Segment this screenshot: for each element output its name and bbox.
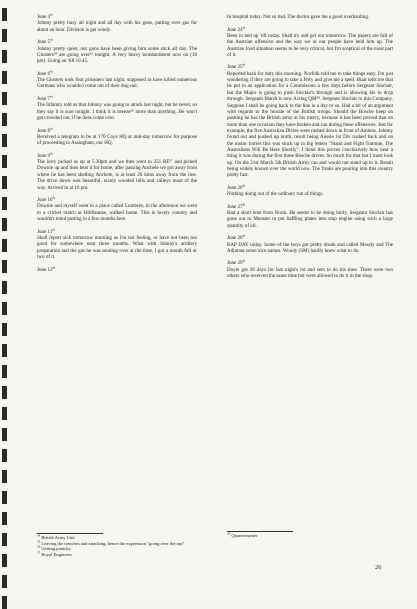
entry-text: Shall report sick tomorrow morning as I'm not feeling, or have not been too good for somewhere near three months. What with Johnny's artillery preparation and the gas he was sending over at the time, I got a month full or two of it. <box>37 234 197 260</box>
entry-date-suffix: th <box>242 258 246 263</box>
binding-hole <box>2 197 7 210</box>
binding-hole <box>2 386 7 399</box>
diary-entry <box>227 24 393 59</box>
footnote-number: 37 <box>37 550 41 555</box>
binding-hole <box>2 281 7 294</box>
entry-date-text: June 25 <box>227 64 243 71</box>
diary-entry <box>37 153 197 191</box>
footnote-number: 34 <box>37 533 41 538</box>
right-column <box>227 14 393 286</box>
entry-text: The Glosters took four prisoners last night, supposed to have killed numerous Germans who wouldn't come out of their dug-out. <box>37 77 197 90</box>
entry-date-suffix: th <box>242 62 246 67</box>
binding-hole <box>2 92 7 105</box>
diary-entry <box>37 264 197 273</box>
binding-hole <box>2 344 7 357</box>
entry-date-text: June 6 <box>37 70 51 77</box>
entry-date-text: June 7 <box>37 96 51 102</box>
entry-text: Had a short note from Norm. He seems to be doing fairly. Sergeant Sinclair has gone out to Munster to put baffling plates into stop engine using such a large quantity of oil. <box>227 210 393 229</box>
binding-hole <box>2 50 7 63</box>
entry-date-text: June 26 <box>227 184 243 191</box>
entry-date-text: June 10 <box>37 197 53 204</box>
binding-hole <box>2 554 7 567</box>
binding-hole <box>2 533 7 546</box>
entry-date-suffix: th <box>50 12 53 17</box>
binding-hole <box>2 155 7 168</box>
entry-date <box>37 264 197 273</box>
binding-hole <box>2 302 7 315</box>
footnote-text: Leaving the trenches and attacking, hence the expression "going over the top" <box>41 540 185 546</box>
entry-date-suffix: th <box>242 202 246 207</box>
entry-date-suffix: th <box>50 69 53 74</box>
left-column <box>37 14 197 279</box>
entry-date-text: June 28 <box>227 235 243 242</box>
entry-date-suffix: th <box>50 125 53 130</box>
binding-hole <box>2 71 7 84</box>
footnote-number: 35 <box>37 539 41 544</box>
binding-hole <box>2 176 7 189</box>
entry-text: In hospital today. Not so bad. The doctor gave me a good overhauling. <box>227 14 370 20</box>
entry-text: Johnny pretty quiet, our guns have been giving him some stick all day. The Glosters³⁴ are going over³⁵ tonight. A very heavy bombardment now on (10 pm). Going on 'till 10.45. <box>37 45 197 65</box>
entry-text: Johnny pretty busy all night and all day with his guns, putting over gas for about an hour. Division is get windy. <box>37 20 197 33</box>
entry-text: Received a telegram to be at 170 Coys HQ at mid-day tomorrow for purpose of proceeding to Assingham, our HQ. <box>37 133 197 147</box>
footnote-text: British Army Unit <box>41 535 75 540</box>
entry-date-text: June 8 <box>37 127 51 134</box>
diary-entry <box>37 197 197 222</box>
footnote <box>227 533 392 539</box>
binding-hole <box>2 575 7 588</box>
binding-hole <box>2 113 7 126</box>
diary-entry <box>227 204 393 229</box>
entry-date-text: June 27 <box>227 203 243 210</box>
binding-hole <box>2 449 7 462</box>
binding-hole <box>2 239 7 252</box>
binding-hole <box>2 134 7 147</box>
entry-text: Downie and myself went to a place called Lumbres, in the afternoon we went to a cricket match at Hillfleanse, walked home. This is lovely country and wouldn't mind putting in a few months here. <box>37 203 197 223</box>
diary-entry <box>37 226 197 261</box>
diary-entry <box>37 125 197 147</box>
footnote-text: Getting panicky <box>41 546 71 552</box>
diary-entry <box>37 39 197 64</box>
diary-entry <box>37 96 197 121</box>
binding-hole <box>2 491 7 504</box>
footnote-text: Quartermaster <box>231 533 258 538</box>
entry-date-suffix: th <box>242 233 246 238</box>
entry-date-text: June 29 <box>227 260 243 267</box>
diary-entry <box>227 185 393 198</box>
entry-date-text: June 4 <box>37 14 51 20</box>
entry-date-suffix: th <box>50 94 53 99</box>
diary-entry <box>227 235 393 254</box>
footnote-text: Royal Engineers <box>41 551 72 557</box>
entry-text: The lorry picked us up at 5.30pm and we then went to 251 RE³⁷ and picked Downie up and then beat it for home, after passing Anchele we got away from where he has been shelling Anchele, is at least 20 klms away from the line. The drive down was beautiful, nicely wooded hills and valleys most of the way. Arrived in at 10 pm. <box>37 159 197 191</box>
diary-entry <box>227 14 393 20</box>
entry-text: Doyle got 28 days for last night's lot and sent to do his time. There were two others who received the same time but were allowed to do it in the shop. <box>227 266 393 280</box>
footnote <box>37 552 202 558</box>
entry-date-text: June 24 <box>227 26 243 33</box>
binding-hole <box>2 323 7 336</box>
entry-date-text: June 9 <box>37 152 51 159</box>
footnote-rule-left <box>37 533 103 534</box>
entry-text: Reported back for duty this morning. Norfolk told me to take things easy. I'm just wondering if they are going to take a Jerry and give me a spell. Blair tells me that he put in an application for a Commission a few days before Sergeant Sinclair, but the Major is going to push Sinclair's through and is allowing his to drop through. Sergeant Marsh is now Acting QM³⁸. Sergeant Sinclair to this Company. Suppose I shall be going back to the line in a day or so. Had a bit of an argument with regards to the morale of the British troops. Should the Bosche keep on pushing he has the British army at his mercy, because it has been proved that on more than one occasion they have broken and run during these offensives. Just for example, the five Australian Divies were rushed down in front of Amiens. Johnny found out and pushed up north, result being Aussie 1st Div rushed back and on the motor lorries this was stuck up in big letters "Stand and Fight Tommie, The Australians Will Be Here Shortly". I think this proves conclusively how near a thing it was during the first three Bosche drives. So much for that but I must look up. On the 21st March 5th British Army ran and would not stand up to it. Result being widely known over the world now. The Yanks are pouring into this country pretty fast. <box>227 70 393 179</box>
page-number: 26 <box>375 564 382 571</box>
entry-date-suffix: th <box>52 195 56 200</box>
binding-hole <box>2 365 7 378</box>
entry-text: RAP DAY today. Some of the boys got pretty drunk and called Moody and The Adjutant some nice names. Woody (SM) hardly knew what to do. <box>227 241 393 254</box>
entry-date-suffix: th <box>50 151 53 156</box>
binding-hole <box>2 407 7 420</box>
footnote-number: 36 <box>37 544 41 549</box>
entry-date-suffix: th <box>52 226 56 231</box>
binding-hole <box>2 428 7 441</box>
binding-hole <box>2 8 7 21</box>
binding-hole <box>2 260 7 273</box>
binding-hole <box>2 218 7 231</box>
diary-entry <box>227 64 393 178</box>
entry-text: Been in bed up 'till today. Shall try and get out tomorrow. The papers are full of the Austrian offensive and the way we or our people have held him up. The Austrian food situation seems to be very critical, but I'm sceptical of the most part of it. <box>227 32 393 58</box>
entry-date-text: June 5 <box>37 39 51 46</box>
entry-date-suffix: th <box>242 183 246 188</box>
diary-entry <box>37 71 197 90</box>
entry-date-suffix: th <box>242 24 246 29</box>
entry-text: The Infantry told us that Johnny was going to attack last night, but he never, so they say it is sure tonight. I think it is breeze³⁶ more than anything. He won't get crowded out, if he does come over. <box>37 102 197 122</box>
entry-date-text: June 11 <box>37 228 53 235</box>
entry-text: Nothing doing out of the ordinary run of things. <box>227 191 324 198</box>
binding-edge <box>2 0 10 600</box>
footnote-rule-right <box>227 531 293 532</box>
footnote-number: 38 <box>227 531 231 536</box>
binding-hole <box>2 29 7 42</box>
footnotes-left <box>37 535 202 557</box>
diary-entry <box>227 260 393 279</box>
entry-date-suffix: th <box>50 37 53 42</box>
entry-date-suffix: th <box>52 264 56 269</box>
entry-date-text: June 12 <box>37 266 53 273</box>
footnotes-right <box>227 533 392 539</box>
binding-hole <box>2 512 7 525</box>
binding-hole <box>2 596 7 609</box>
binding-hole <box>2 470 7 483</box>
diary-entry <box>37 14 197 33</box>
